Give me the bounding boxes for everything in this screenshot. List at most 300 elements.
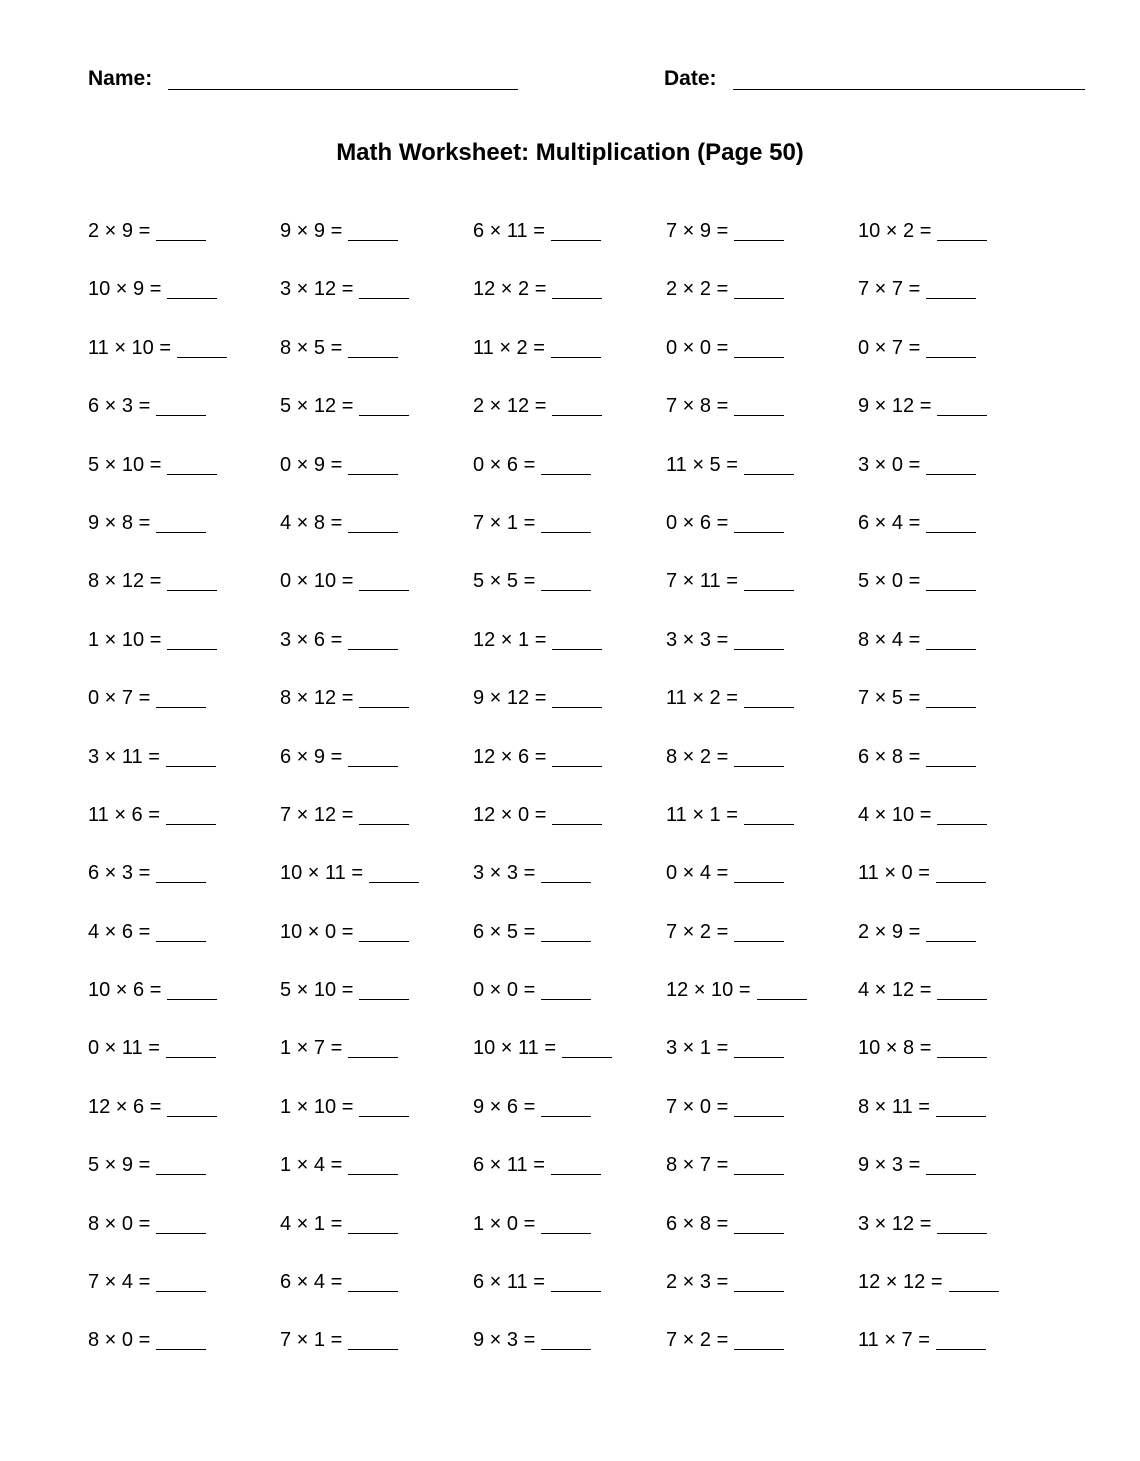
answer-blank[interactable]	[167, 999, 217, 1000]
answer-blank[interactable]	[552, 824, 602, 825]
problem-expression: 11 × 7 =	[858, 1329, 930, 1352]
problem-expression: 1 × 7 =	[280, 1037, 343, 1060]
problem-item	[88, 627, 217, 653]
answer-blank[interactable]	[348, 474, 398, 475]
answer-blank[interactable]	[359, 1116, 409, 1117]
problem-item	[666, 568, 794, 594]
problem-item	[88, 685, 206, 711]
problem-item	[666, 276, 784, 302]
problem-item	[666, 1035, 784, 1061]
problem-row	[88, 568, 1088, 626]
answer-blank[interactable]	[552, 415, 602, 416]
answer-blank[interactable]	[156, 240, 206, 241]
answer-blank[interactable]	[359, 824, 409, 825]
problem-expression: 4 × 8 =	[280, 511, 343, 534]
answer-blank[interactable]	[359, 298, 409, 299]
problem-item	[473, 1152, 601, 1178]
answer-blank[interactable]	[552, 766, 602, 767]
problem-item	[858, 568, 976, 594]
problem-expression: 6 × 11 =	[473, 220, 545, 242]
problem-expression: 11 × 5 =	[666, 453, 738, 476]
problem-expression: 9 × 6 =	[473, 1095, 536, 1118]
answer-blank[interactable]	[734, 1291, 784, 1292]
problem-expression: 6 × 5 =	[473, 920, 536, 943]
problem-expression: 9 × 12 =	[858, 395, 932, 418]
problem-expression: 11 × 6 =	[88, 803, 160, 826]
answer-blank[interactable]	[744, 590, 794, 591]
problem-item	[666, 685, 794, 711]
answer-blank[interactable]	[369, 882, 419, 883]
problem-item	[858, 1269, 999, 1295]
answer-blank[interactable]	[744, 474, 794, 475]
answer-blank[interactable]	[359, 590, 409, 591]
problem-item	[858, 1094, 986, 1120]
answer-blank[interactable]	[551, 1291, 601, 1292]
problem-item	[88, 1211, 206, 1237]
problem-expression: 9 × 3 =	[473, 1329, 536, 1352]
problem-expression: 3 × 12 =	[858, 1212, 932, 1235]
problem-expression: 0 × 6 =	[473, 453, 536, 476]
problem-expression: 0 × 6 =	[666, 511, 729, 534]
answer-blank[interactable]	[734, 941, 784, 942]
problem-expression: 8 × 2 =	[666, 745, 729, 768]
answer-blank[interactable]	[156, 882, 206, 883]
problem-item	[666, 1269, 784, 1295]
date-blank-line	[733, 89, 1085, 90]
problem-expression: 1 × 4 =	[280, 1154, 343, 1177]
answer-blank[interactable]	[936, 1116, 986, 1117]
problem-item	[88, 977, 217, 1003]
problem-item	[858, 276, 976, 302]
answer-blank[interactable]	[734, 298, 784, 299]
answer-blank[interactable]	[734, 357, 784, 358]
answer-blank[interactable]	[541, 882, 591, 883]
problem-item	[666, 627, 784, 653]
problem-item	[280, 627, 398, 653]
answer-blank[interactable]	[552, 707, 602, 708]
answer-blank[interactable]	[167, 1116, 217, 1117]
problem-row	[88, 802, 1088, 860]
answer-blank[interactable]	[166, 766, 216, 767]
answer-blank[interactable]	[734, 1057, 784, 1058]
answer-blank[interactable]	[156, 1174, 206, 1175]
problem-item	[666, 744, 784, 770]
problem-item	[88, 919, 206, 945]
problem-item	[473, 393, 602, 419]
problem-expression: 12 × 12 =	[858, 1271, 943, 1294]
name-label: Name:	[88, 67, 153, 90]
answer-blank[interactable]	[348, 1174, 398, 1175]
problem-expression: 9 × 12 =	[473, 687, 547, 710]
answer-blank[interactable]	[936, 1349, 986, 1350]
problem-expression: 5 × 10 =	[88, 453, 162, 476]
problem-expression: 7 × 11 =	[666, 570, 738, 593]
problem-item	[280, 1094, 409, 1120]
problem-expression: 11 × 10 =	[88, 336, 172, 359]
problem-item	[280, 452, 398, 478]
problem-item	[280, 1211, 398, 1237]
problem-item	[858, 452, 976, 478]
problem-expression: 8 × 11 =	[858, 1095, 930, 1118]
problem-expression: 9 × 3 =	[858, 1154, 921, 1177]
answer-blank[interactable]	[926, 766, 976, 767]
problem-expression: 3 × 3 =	[473, 862, 536, 885]
problem-row	[88, 977, 1088, 1035]
problem-item	[858, 860, 986, 886]
answer-blank[interactable]	[156, 1233, 206, 1234]
problem-expression: 3 × 1 =	[666, 1037, 729, 1060]
problem-expression: 6 × 11 =	[473, 1154, 545, 1177]
answer-blank[interactable]	[541, 1349, 591, 1350]
problem-expression: 7 × 8 =	[666, 395, 729, 418]
problem-expression: 0 × 0 =	[473, 979, 536, 1002]
answer-blank[interactable]	[541, 532, 591, 533]
problem-expression: 6 × 4 =	[280, 1271, 343, 1294]
problem-expression: 2 × 9 =	[88, 220, 151, 242]
problem-item	[666, 218, 784, 244]
problem-expression: 10 × 6 =	[88, 979, 162, 1002]
answer-blank[interactable]	[734, 1233, 784, 1234]
answer-blank[interactable]	[348, 1291, 398, 1292]
problem-expression: 5 × 9 =	[88, 1154, 151, 1177]
problem-expression: 6 × 3 =	[88, 395, 151, 418]
answer-blank[interactable]	[156, 532, 206, 533]
problem-expression: 12 × 6 =	[88, 1095, 162, 1118]
problem-item	[88, 276, 217, 302]
problem-expression: 2 × 2 =	[666, 278, 729, 301]
problem-item	[473, 977, 591, 1003]
answer-blank[interactable]	[167, 649, 217, 650]
answer-blank[interactable]	[177, 357, 227, 358]
answer-blank[interactable]	[937, 824, 987, 825]
problem-row	[88, 744, 1088, 802]
problem-expression: 0 × 11 =	[88, 1037, 160, 1060]
problem-expression: 0 × 0 =	[666, 336, 729, 359]
problem-expression: 2 × 9 =	[858, 920, 921, 943]
problem-item	[473, 1035, 612, 1061]
problem-expression: 10 × 11 =	[473, 1037, 557, 1060]
worksheet-header	[88, 66, 1092, 96]
problem-item	[666, 860, 784, 886]
problem-expression: 12 × 1 =	[473, 628, 547, 651]
answer-blank[interactable]	[926, 298, 976, 299]
answer-blank[interactable]	[734, 766, 784, 767]
problem-expression: 11 × 2 =	[473, 336, 545, 359]
problem-item	[280, 218, 398, 244]
problem-item	[88, 1035, 216, 1061]
problem-expression: 3 × 0 =	[858, 453, 921, 476]
answer-blank[interactable]	[562, 1057, 612, 1058]
answer-blank[interactable]	[926, 357, 976, 358]
problem-item	[858, 1152, 976, 1178]
problem-item	[280, 1152, 398, 1178]
problem-expression: 12 × 10 =	[666, 979, 751, 1002]
answer-blank[interactable]	[348, 357, 398, 358]
answer-blank[interactable]	[734, 240, 784, 241]
problem-expression: 2 × 3 =	[666, 1271, 729, 1294]
problem-item	[280, 744, 398, 770]
problem-expression: 1 × 10 =	[280, 1095, 354, 1118]
date-field	[664, 66, 1085, 92]
answer-blank[interactable]	[156, 1291, 206, 1292]
answer-blank[interactable]	[926, 941, 976, 942]
problem-row	[88, 1035, 1088, 1093]
problem-expression: 6 × 4 =	[858, 511, 921, 534]
problem-expression: 10 × 0 =	[280, 920, 354, 943]
problem-item	[858, 627, 976, 653]
answer-blank[interactable]	[551, 240, 601, 241]
problem-item	[473, 1211, 591, 1237]
answer-blank[interactable]	[926, 649, 976, 650]
problem-grid	[88, 218, 1088, 1386]
problem-item	[666, 393, 784, 419]
problem-item	[858, 802, 987, 828]
answer-blank[interactable]	[734, 1174, 784, 1175]
answer-blank[interactable]	[348, 649, 398, 650]
answer-blank[interactable]	[734, 1116, 784, 1117]
answer-blank[interactable]	[734, 649, 784, 650]
problem-item	[280, 1269, 398, 1295]
problem-expression: 4 × 10 =	[858, 803, 932, 826]
problem-expression: 11 × 2 =	[666, 687, 738, 710]
problem-item	[858, 1327, 986, 1353]
problem-expression: 7 × 1 =	[280, 1329, 343, 1352]
problem-expression: 11 × 1 =	[666, 803, 738, 826]
answer-blank[interactable]	[551, 1174, 601, 1175]
problem-item	[858, 1035, 987, 1061]
problem-expression: 6 × 3 =	[88, 862, 151, 885]
answer-blank[interactable]	[937, 999, 987, 1000]
answer-blank[interactable]	[744, 707, 794, 708]
problem-item	[88, 1327, 206, 1353]
answer-blank[interactable]	[949, 1291, 999, 1292]
problem-expression: 0 × 7 =	[858, 336, 921, 359]
problem-item	[88, 335, 227, 361]
problem-expression: 6 × 11 =	[473, 1271, 545, 1294]
problem-expression: 5 × 10 =	[280, 979, 354, 1002]
problem-item	[88, 802, 216, 828]
answer-blank[interactable]	[348, 1349, 398, 1350]
problem-expression: 0 × 9 =	[280, 453, 343, 476]
problem-item	[473, 452, 591, 478]
answer-blank[interactable]	[359, 999, 409, 1000]
problem-item	[88, 744, 216, 770]
problem-expression: 6 × 9 =	[280, 745, 343, 768]
problem-expression: 10 × 2 =	[858, 220, 932, 242]
answer-blank[interactable]	[541, 474, 591, 475]
problem-expression: 5 × 5 =	[473, 570, 536, 593]
problem-item	[473, 919, 591, 945]
answer-blank[interactable]	[936, 882, 986, 883]
problem-expression: 8 × 12 =	[280, 687, 354, 710]
answer-blank[interactable]	[348, 240, 398, 241]
problem-row	[88, 452, 1088, 510]
problem-expression: 8 × 0 =	[88, 1212, 151, 1235]
answer-blank[interactable]	[359, 707, 409, 708]
problem-expression: 0 × 4 =	[666, 862, 729, 885]
answer-blank[interactable]	[757, 999, 807, 1000]
answer-blank[interactable]	[166, 824, 216, 825]
answer-blank[interactable]	[734, 415, 784, 416]
problem-item	[473, 510, 591, 536]
problem-item	[666, 802, 794, 828]
problem-item	[666, 1094, 784, 1120]
problem-item	[473, 802, 602, 828]
problem-item	[280, 510, 398, 536]
answer-blank[interactable]	[926, 532, 976, 533]
problem-row	[88, 510, 1088, 568]
problem-item	[88, 218, 206, 244]
answer-blank[interactable]	[167, 474, 217, 475]
problem-item	[473, 568, 591, 594]
answer-blank[interactable]	[167, 298, 217, 299]
answer-blank[interactable]	[937, 1057, 987, 1058]
problem-expression: 6 × 8 =	[666, 1212, 729, 1235]
answer-blank[interactable]	[734, 882, 784, 883]
answer-blank[interactable]	[541, 1233, 591, 1234]
name-field	[88, 66, 518, 92]
problem-expression: 11 × 0 =	[858, 862, 930, 885]
problem-row	[88, 1269, 1088, 1327]
answer-blank[interactable]	[734, 1349, 784, 1350]
problem-item	[473, 744, 602, 770]
problem-row	[88, 1327, 1088, 1385]
problem-expression: 0 × 7 =	[88, 687, 151, 710]
problem-expression: 3 × 11 =	[88, 745, 160, 768]
problem-expression: 2 × 12 =	[473, 395, 547, 418]
problem-item	[473, 276, 602, 302]
answer-blank[interactable]	[359, 415, 409, 416]
problem-item	[473, 218, 601, 244]
problem-expression: 7 × 2 =	[666, 1329, 729, 1352]
problem-expression: 9 × 9 =	[280, 220, 343, 242]
problem-expression: 7 × 0 =	[666, 1095, 729, 1118]
problem-expression: 7 × 1 =	[473, 511, 536, 534]
problem-expression: 10 × 11 =	[280, 862, 364, 885]
problem-expression: 7 × 4 =	[88, 1271, 151, 1294]
problem-row	[88, 919, 1088, 977]
problem-expression: 7 × 2 =	[666, 920, 729, 943]
problem-item	[88, 510, 206, 536]
problem-item	[666, 1152, 784, 1178]
problem-item	[473, 1094, 591, 1120]
problem-item	[473, 627, 602, 653]
problem-expression: 5 × 12 =	[280, 395, 354, 418]
problem-item	[858, 335, 976, 361]
answer-blank[interactable]	[552, 649, 602, 650]
problem-item	[280, 568, 409, 594]
answer-blank[interactable]	[937, 1233, 987, 1234]
problem-item	[473, 860, 591, 886]
answer-blank[interactable]	[937, 240, 987, 241]
problem-expression: 8 × 7 =	[666, 1154, 729, 1177]
answer-blank[interactable]	[348, 1057, 398, 1058]
problem-expression: 12 × 0 =	[473, 803, 547, 826]
problem-item	[88, 1152, 206, 1178]
problem-row	[88, 393, 1088, 451]
problem-item	[280, 276, 409, 302]
problem-expression: 8 × 0 =	[88, 1329, 151, 1352]
problem-expression: 0 × 10 =	[280, 570, 354, 593]
problem-item	[858, 1211, 987, 1237]
problem-expression: 7 × 7 =	[858, 278, 921, 301]
problem-expression: 5 × 0 =	[858, 570, 921, 593]
answer-blank[interactable]	[552, 298, 602, 299]
answer-blank[interactable]	[156, 415, 206, 416]
answer-blank[interactable]	[541, 1116, 591, 1117]
answer-blank[interactable]	[926, 1174, 976, 1175]
problem-item	[280, 393, 409, 419]
problem-item	[858, 218, 987, 244]
problem-expression: 10 × 9 =	[88, 278, 162, 301]
problem-expression: 8 × 4 =	[858, 628, 921, 651]
problem-item	[666, 919, 784, 945]
problem-item	[280, 919, 409, 945]
problem-item	[858, 977, 987, 1003]
problem-expression: 7 × 9 =	[666, 220, 729, 242]
answer-blank[interactable]	[348, 766, 398, 767]
answer-blank[interactable]	[926, 474, 976, 475]
answer-blank[interactable]	[541, 999, 591, 1000]
problem-item	[280, 1327, 398, 1353]
problem-expression: 4 × 12 =	[858, 979, 932, 1002]
problem-expression: 6 × 8 =	[858, 745, 921, 768]
name-blank-line	[168, 89, 518, 90]
answer-blank[interactable]	[156, 707, 206, 708]
problem-expression: 3 × 3 =	[666, 628, 729, 651]
problem-item	[473, 335, 601, 361]
answer-blank[interactable]	[541, 590, 591, 591]
worksheet-title: Math Worksheet: Multiplication (Page 50)	[336, 139, 804, 166]
problem-item	[666, 977, 807, 1003]
answer-blank[interactable]	[156, 941, 206, 942]
problem-item	[88, 393, 206, 419]
problem-expression: 4 × 1 =	[280, 1212, 343, 1235]
problem-row	[88, 1152, 1088, 1210]
answer-blank[interactable]	[734, 532, 784, 533]
problem-item	[280, 977, 409, 1003]
answer-blank[interactable]	[926, 590, 976, 591]
problem-item	[666, 335, 784, 361]
problem-expression: 8 × 5 =	[280, 336, 343, 359]
answer-blank[interactable]	[348, 532, 398, 533]
problem-expression: 1 × 10 =	[88, 628, 162, 651]
answer-blank[interactable]	[156, 1349, 206, 1350]
problem-item	[666, 510, 784, 536]
answer-blank[interactable]	[926, 707, 976, 708]
problem-expression: 10 × 8 =	[858, 1037, 932, 1060]
answer-blank[interactable]	[744, 824, 794, 825]
problem-item	[88, 568, 217, 594]
problem-item	[858, 744, 976, 770]
problem-item	[666, 1211, 784, 1237]
answer-blank[interactable]	[551, 357, 601, 358]
answer-blank[interactable]	[541, 941, 591, 942]
answer-blank[interactable]	[359, 941, 409, 942]
answer-blank[interactable]	[937, 415, 987, 416]
problem-row	[88, 627, 1088, 685]
problem-item	[88, 1094, 217, 1120]
problem-item	[473, 1327, 591, 1353]
problem-item	[858, 919, 976, 945]
answer-blank[interactable]	[348, 1233, 398, 1234]
problem-row	[88, 335, 1088, 393]
problem-expression: 12 × 6 =	[473, 745, 547, 768]
problem-item	[88, 860, 206, 886]
answer-blank[interactable]	[167, 590, 217, 591]
problem-expression: 3 × 12 =	[280, 278, 354, 301]
answer-blank[interactable]	[166, 1057, 216, 1058]
